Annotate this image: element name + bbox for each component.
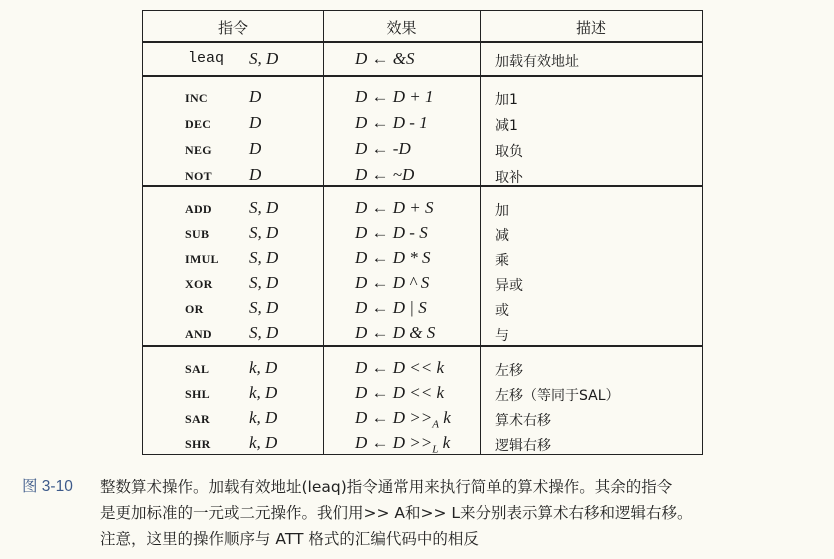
operands: S, D [249, 273, 279, 292]
effect [355, 433, 450, 455]
description: 与 [495, 328, 509, 344]
effect: D ← -D [355, 139, 411, 158]
column-divider [480, 11, 481, 454]
op-name: ADD [185, 202, 212, 216]
caption-line: 注意，这里的操作顺序与 ATT 格式的汇编代码中的相反 [100, 530, 479, 548]
effect: D ← D << k [355, 383, 445, 402]
effect: D ← D - S [355, 223, 428, 242]
op-name: NEG [185, 143, 212, 157]
operands: D [249, 139, 262, 158]
op-name: NOT [185, 169, 212, 183]
caption-line: 整数算术操作。加载有效地址(leaq)指令通常用来执行简单的算术操作。其余的指令 [100, 478, 673, 496]
effect: D ← D & S [355, 323, 436, 342]
header-description: 描述 [575, 19, 606, 37]
operands: D [249, 165, 262, 184]
effect-suffix: k [438, 408, 451, 427]
effect-prefix: D ← D >> [355, 408, 433, 427]
effect: D ← D + S [355, 198, 434, 217]
effect-subscript: A [432, 418, 439, 431]
group-divider [143, 345, 702, 347]
description: 左移 [495, 363, 523, 379]
instruction-table [142, 10, 703, 455]
row-divider [143, 75, 702, 77]
op-name: XOR [185, 277, 213, 291]
operands: k, D [249, 433, 278, 452]
description: 异或 [495, 278, 523, 294]
caption-line: 是更加标准的一元或二元操作。我们用>> A和>> L来分别表示算术右移和逻辑右移。 [100, 504, 693, 522]
description: 取补 [495, 170, 523, 186]
op-name: SHR [185, 437, 211, 451]
op-name: INC [185, 91, 208, 105]
effect: D ← ~D [355, 165, 415, 184]
effect: D ← D - 1 [355, 113, 428, 132]
description: 减 [495, 228, 509, 244]
op-name: leaq [188, 50, 225, 67]
operands: k, D [249, 408, 278, 427]
effect: D ← D ^ S [355, 273, 430, 292]
op-name: OR [185, 302, 204, 316]
effect-suffix: k [438, 433, 451, 452]
description: 左移（等同于SAL） [495, 388, 620, 404]
op-name: IMUL [185, 252, 219, 266]
op-name: SAR [185, 412, 210, 426]
description: 加1 [495, 92, 518, 108]
op-name: SHL [185, 387, 210, 401]
effect-subscript: L [432, 443, 439, 456]
effect-prefix: D ← D >> [355, 433, 433, 452]
description: 加 [495, 203, 509, 219]
operands: k, D [249, 383, 278, 402]
header-effect: 效果 [386, 19, 417, 37]
effect: D ← D | S [355, 298, 427, 317]
description: 或 [495, 303, 509, 319]
group-divider [143, 185, 702, 187]
op-name: AND [185, 327, 212, 341]
operands: D [249, 113, 262, 132]
description: 减1 [495, 118, 518, 134]
operands: S, D [249, 248, 279, 267]
effect [355, 408, 451, 430]
operands: S, D [249, 49, 279, 68]
header-instruction: 指令 [217, 19, 248, 37]
effect: D ← &S [355, 49, 415, 68]
column-divider [323, 11, 324, 454]
operands: S, D [249, 198, 279, 217]
op-name: SUB [185, 227, 210, 241]
operands: S, D [249, 323, 279, 342]
effect: D ← D + 1 [355, 87, 434, 106]
operands: k, D [249, 358, 278, 377]
operands: D [249, 87, 262, 106]
description: 算术右移 [495, 413, 551, 429]
description: 取负 [495, 144, 523, 160]
description: 加载有效地址 [495, 54, 579, 70]
op-name: SAL [185, 362, 210, 376]
operands: S, D [249, 298, 279, 317]
description: 乘 [495, 253, 509, 269]
op-name: DEC [185, 117, 212, 131]
description: 逻辑右移 [495, 438, 551, 454]
operands: S, D [249, 223, 279, 242]
row-divider [143, 41, 702, 43]
effect: D ← D * S [355, 248, 431, 267]
figure-label: 图 3-10 [22, 478, 73, 495]
effect: D ← D << k [355, 358, 445, 377]
